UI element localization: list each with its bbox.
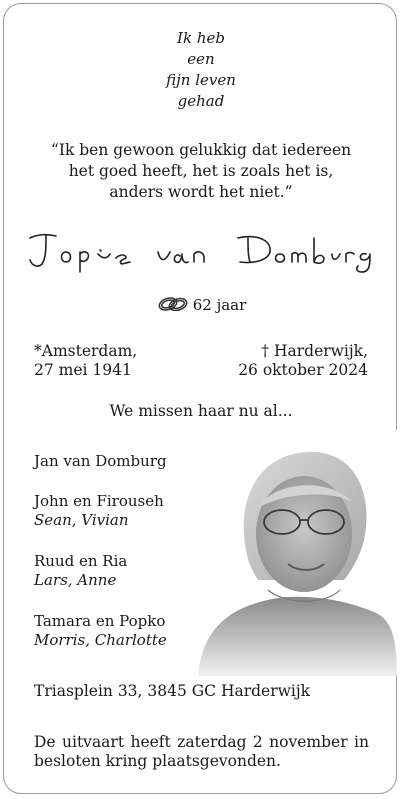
family-kids: Morris, Charlotte — [34, 631, 167, 649]
family-name: John en Firouseh — [34, 492, 164, 510]
family-name: Ruud en Ria — [34, 552, 128, 570]
missing-line: We missen haar nu al... — [109, 402, 293, 420]
birth-date: 27 mei 1941 — [34, 361, 132, 379]
birth-place: *Amsterdam, — [34, 342, 138, 360]
family-member — [34, 612, 167, 650]
address: Triasplein 33, 3845 GC Harderwijk — [34, 682, 311, 700]
age-text: 62 jaar — [192, 296, 247, 314]
family-kids: Sean, Vivian — [34, 511, 129, 529]
birth-info — [34, 342, 137, 380]
quote — [0, 140, 402, 203]
family-member — [34, 552, 127, 590]
portrait-photo — [188, 430, 397, 676]
motto-line: gehad — [177, 92, 225, 110]
family-kids: Lars, Anne — [34, 571, 117, 589]
quote-line: “Ik ben gewoon gelukkig dat iedereen — [50, 141, 352, 159]
motto — [0, 28, 402, 112]
funeral-notice: De uitvaart heeft zaterdag 2 november in besloten kring plaatsgevonden. — [34, 733, 369, 770]
quote-line: het goed heeft, het is zoals het is, — [68, 162, 334, 180]
motto-line: Ik heb — [177, 29, 225, 47]
death-info — [238, 342, 368, 380]
age-line — [0, 296, 402, 314]
death-date: 26 oktober 2024 — [238, 361, 368, 379]
death-place: † Harderwijk, — [261, 342, 368, 360]
family-member — [34, 492, 164, 530]
family-member — [34, 452, 167, 471]
family-name: Tamara en Popko — [34, 612, 166, 630]
family-name: Jan van Domburg — [34, 452, 167, 470]
motto-line: fijn leven — [166, 71, 236, 89]
quote-line: anders wordt het niet.” — [109, 183, 293, 201]
handwritten-signature — [22, 224, 382, 274]
motto-line: een — [187, 50, 215, 68]
wedding-rings-icon — [156, 297, 190, 311]
